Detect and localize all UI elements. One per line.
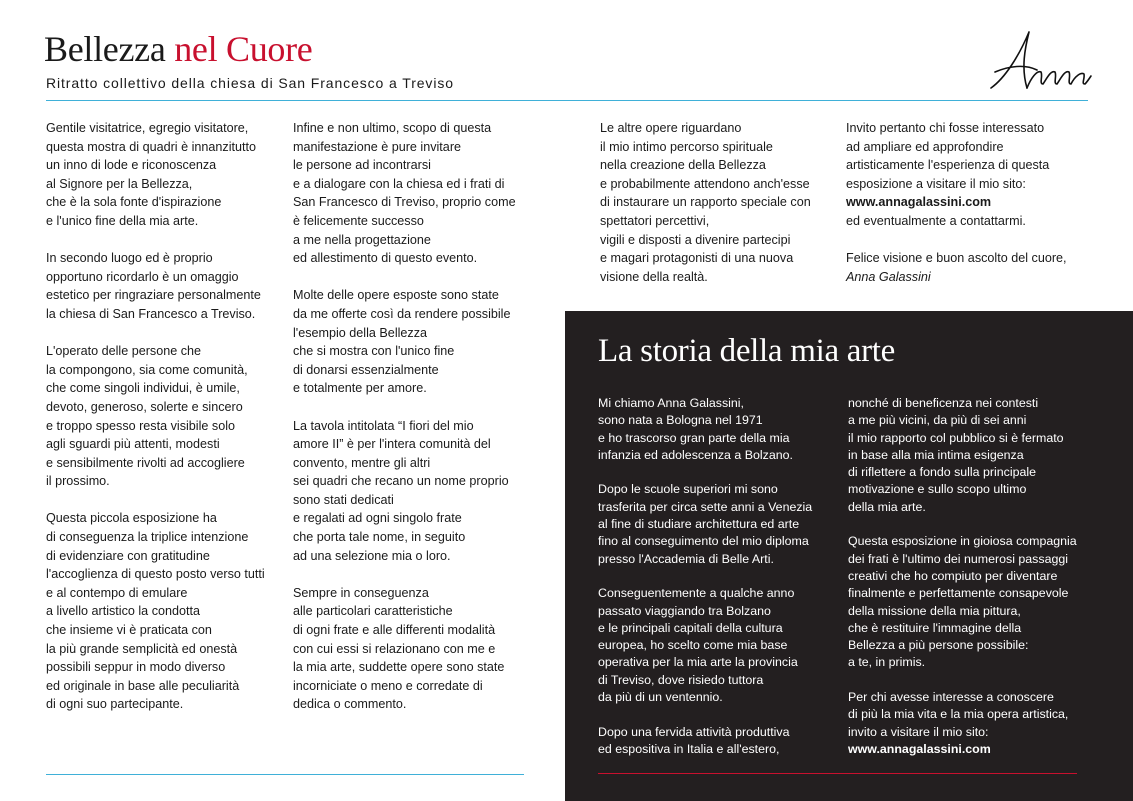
paragraph	[46, 509, 281, 714]
page-title	[44, 27, 312, 71]
text-line: di donarsi essenzialmente	[293, 362, 439, 377]
text-line: che porta tale nome, in seguito	[293, 530, 466, 545]
text-line: le persone ad incontrarsi	[293, 158, 431, 173]
text-line: creativi che ho compiuto per diventare	[848, 568, 1058, 583]
text-line: a te, in primis.	[848, 655, 926, 670]
text-line: manifestazione è pure invitare	[293, 139, 462, 154]
text-line: il mio intimo percorso spirituale	[600, 139, 773, 154]
text-line: e ho trascorso gran parte della mia	[598, 430, 790, 445]
text-line: spettatori percettivi,	[600, 213, 710, 228]
text-line: ed allestimento di questo evento.	[293, 251, 478, 266]
closing-paragraph	[846, 249, 1081, 286]
text-line: europea, ho scelto come mia base	[598, 638, 788, 653]
invitation-paragraph	[846, 119, 1081, 231]
subtitle: Ritratto collettivo della chiesa di San Francesco a Treviso	[46, 75, 454, 91]
website-paragraph	[848, 689, 1083, 758]
text-line: In secondo luogo ed è proprio	[46, 251, 213, 266]
paragraph	[293, 119, 528, 268]
text-line: di più la mia vita e la mia opera artistica,	[848, 707, 1069, 722]
text-line: Dopo le scuole superiori mi sono	[598, 482, 778, 497]
text-line: di instaurare un rapporto speciale con	[600, 195, 811, 210]
text-line: la mia arte, suddette opere sono state	[293, 660, 505, 675]
text-line: Invito pertanto chi fosse interessato	[846, 121, 1045, 135]
story-website-link[interactable]: www.annagalassini.com	[848, 741, 991, 756]
text-line: trasferita per circa sette anni a Venezia	[598, 499, 813, 514]
top-divider	[46, 100, 1088, 101]
text-line: incorniciate o meno e corredate di	[293, 678, 483, 693]
text-line: e sensibilmente rivolti ad accogliere	[46, 455, 245, 470]
paragraph	[293, 417, 528, 566]
website-link[interactable]: www.annagalassini.com	[846, 195, 992, 210]
paragraph	[598, 724, 833, 759]
paragraph	[848, 395, 1083, 516]
text-line: e a dialogare con la chiesa ed i frati di	[293, 176, 505, 191]
text-line: Gentile visitatrice, egregio visitatore,	[46, 121, 249, 135]
text-line: il prossimo.	[46, 474, 110, 489]
text-line: ad ampliare ed approfondire	[846, 139, 1004, 154]
text-line: la compongono, sia come comunità,	[46, 362, 248, 377]
text-line: a livello artistico la condotta	[46, 604, 201, 619]
text-line: ed originale in base alle peculiarità	[46, 678, 240, 693]
text-line: estetico per ringraziare personalmente	[46, 288, 261, 303]
text-line: da me offerte così da rendere possibile	[293, 306, 511, 321]
text-line: che si mostra con l'unico fine	[293, 344, 455, 359]
text-line: ad una selezione mia o loro.	[293, 548, 451, 563]
text-line: è felicemente successo	[293, 213, 424, 228]
text-line: Le altre opere riguardano	[600, 121, 742, 135]
text-line: Molte delle opere esposte sono state	[293, 288, 499, 303]
text-line: Sempre in conseguenza	[293, 585, 429, 600]
text-line: che come singoli individui, è umile,	[46, 381, 240, 396]
text-line: dedica o commento.	[293, 697, 407, 712]
text-line: Felice visione e buon ascolto del cuore,	[846, 251, 1067, 266]
text-line: e l'unico fine della mia arte.	[46, 213, 199, 228]
story-title: La storia della mia arte	[598, 333, 895, 369]
text-line: in base alla mia intima esigenza	[848, 447, 1024, 462]
text-line: Conseguentemente a qualche anno	[598, 586, 795, 601]
text-line: e totalmente per amore.	[293, 381, 427, 396]
text-line: Per chi avesse interesse a conoscere	[848, 690, 1054, 705]
text-line: la chiesa di San Francesco a Treviso.	[46, 306, 256, 321]
text-line: presso l'Accademia di Belle Arti.	[598, 551, 774, 566]
text-line: finalmente e perfettamente consapevole	[848, 586, 1069, 601]
text-line: artisticamente l'esperienza di questa	[846, 158, 1050, 173]
intro-column-3	[600, 119, 835, 305]
text-line: che è la sola fonte d'ispirazione	[46, 195, 222, 210]
text-line: la più grande semplicità ed onestà	[46, 641, 238, 656]
signature-logo	[985, 26, 1095, 98]
text-line: dei frati è l'ultimo dei numerosi passaggi	[848, 551, 1069, 566]
text-line: vigili e disposti a divenire partecipi	[600, 232, 791, 247]
intro-column-2	[293, 119, 528, 733]
text-line: sono nata a Bologna nel 1971	[598, 413, 763, 428]
text-line: Questa esposizione in gioiosa compagnia	[848, 534, 1077, 549]
paragraph	[600, 119, 835, 286]
text-line: di ogni frate e alle differenti modalità	[293, 623, 496, 638]
text-line: sono stati dedicati	[293, 492, 394, 507]
paragraph	[46, 119, 281, 231]
text-line: e troppo spesso resta visibile solo	[46, 418, 236, 433]
text-line: Questa piccola esposizione ha	[46, 511, 217, 526]
paragraph	[46, 342, 281, 491]
paragraph	[293, 286, 528, 398]
intro-column-1	[46, 119, 281, 733]
text-line: motivazione e sullo scopo ultimo	[848, 482, 1027, 497]
title-part-2: nel Cuore	[174, 29, 313, 69]
paragraph	[848, 533, 1083, 671]
text-line: Dopo una fervida attività produttiva	[598, 724, 790, 739]
text-line: invito a visitare il mio sito:	[848, 724, 989, 739]
text-line: di evidenziare con gratitudine	[46, 548, 210, 563]
text-line: possibili seppur in modo diverso	[46, 660, 226, 675]
text-line: Mi chiamo Anna Galassini,	[598, 396, 745, 410]
paragraph	[293, 584, 528, 714]
title-part-1: Bellezza	[44, 29, 175, 69]
text-line: questa mostra di quadri è innanzitutto	[46, 139, 257, 154]
text-line: e al contempo di emulare	[46, 585, 188, 600]
paragraph	[598, 395, 833, 464]
text-line: di riflettere a fondo sulla principale	[848, 465, 1037, 480]
text-line: della missione della mia pittura,	[848, 603, 1021, 618]
text-line: passato viaggiando tra Bolzano	[598, 603, 771, 618]
text-line: sei quadri che recano un nome proprio	[293, 474, 509, 489]
text-line: al fine di studiare architettura ed arte	[598, 517, 800, 532]
text-line: L'operato delle persone che	[46, 344, 202, 359]
text-line: il mio rapporto col pubblico si è fermato	[848, 430, 1064, 445]
text-line: che è restituire l'immagine della	[848, 620, 1022, 635]
text-line: un inno di lode e riconoscenza	[46, 158, 217, 173]
text-line: Bellezza a più persone possibile:	[848, 638, 1029, 653]
text-line: fino al conseguimento del mio diploma	[598, 534, 809, 549]
text-line: nella creazione della Bellezza	[600, 158, 766, 173]
text-line: agli sguardi più attenti, modesti	[46, 437, 220, 452]
text-line: con cui essi si relazionano con me e	[293, 641, 496, 656]
text-line: al Signore per la Bellezza,	[46, 176, 193, 191]
story-column-2	[848, 395, 1083, 776]
text-line: di Treviso, dove risiedo tuttora	[598, 672, 764, 687]
text-line: e le principali capitali della cultura	[598, 620, 783, 635]
text-line: ed eventualmente a contattarmi.	[846, 213, 1026, 228]
intro-column-4	[846, 119, 1081, 305]
story-panel	[565, 311, 1133, 801]
text-line: di conseguenza la triplice intenzione	[46, 530, 249, 545]
text-line: di ogni suo partecipante.	[46, 697, 184, 712]
text-line: che insieme vi è praticata con	[46, 623, 212, 638]
text-line: Infine e non ultimo, scopo di questa	[293, 121, 492, 135]
text-line: devoto, generoso, solerte e sincero	[46, 399, 243, 414]
text-line: visione della realtà.	[600, 269, 708, 284]
text-line: amore II” è per l'intera comunità del	[293, 437, 491, 452]
text-line: ed espositiva in Italia e all'estero,	[598, 741, 780, 756]
text-line: San Francesco di Treviso, proprio come	[293, 195, 516, 210]
text-line: l'esempio della Bellezza	[293, 325, 428, 340]
text-line: a me nella progettazione	[293, 232, 431, 247]
story-column-1	[598, 395, 833, 776]
text-line: a me più vicini, da più di sei anni	[848, 413, 1027, 428]
text-line: e regalati ad ogni singolo frate	[293, 511, 462, 526]
text-line: esposizione a visitare il mio sito:	[846, 176, 1026, 191]
text-line: e probabilmente attendono anch'esse	[600, 176, 810, 191]
text-line: alle particolari caratteristiche	[293, 604, 453, 619]
red-divider	[598, 773, 1077, 774]
author-signature-text: Anna Galassini	[846, 269, 931, 284]
bottom-divider	[46, 774, 524, 775]
text-line: l'accoglienza di questo posto verso tutti	[46, 567, 265, 582]
paragraph	[46, 249, 281, 323]
text-line: nonché di beneficenza nei contesti	[848, 396, 1039, 410]
paragraph	[598, 585, 833, 706]
paragraph	[598, 481, 833, 567]
text-line: convento, mentre gli altri	[293, 455, 431, 470]
text-line: operativa per la mia arte la provincia	[598, 655, 798, 670]
text-line: infanzia ed adolescenza a Bolzano.	[598, 447, 793, 462]
text-line: opportuno ricordarlo è un omaggio	[46, 269, 239, 284]
text-line: della mia arte.	[848, 499, 926, 514]
text-line: da più di un ventennio.	[598, 690, 723, 705]
text-line: e magari protagonisti di una nuova	[600, 251, 794, 266]
text-line: La tavola intitolata “I fiori del mio	[293, 418, 474, 433]
